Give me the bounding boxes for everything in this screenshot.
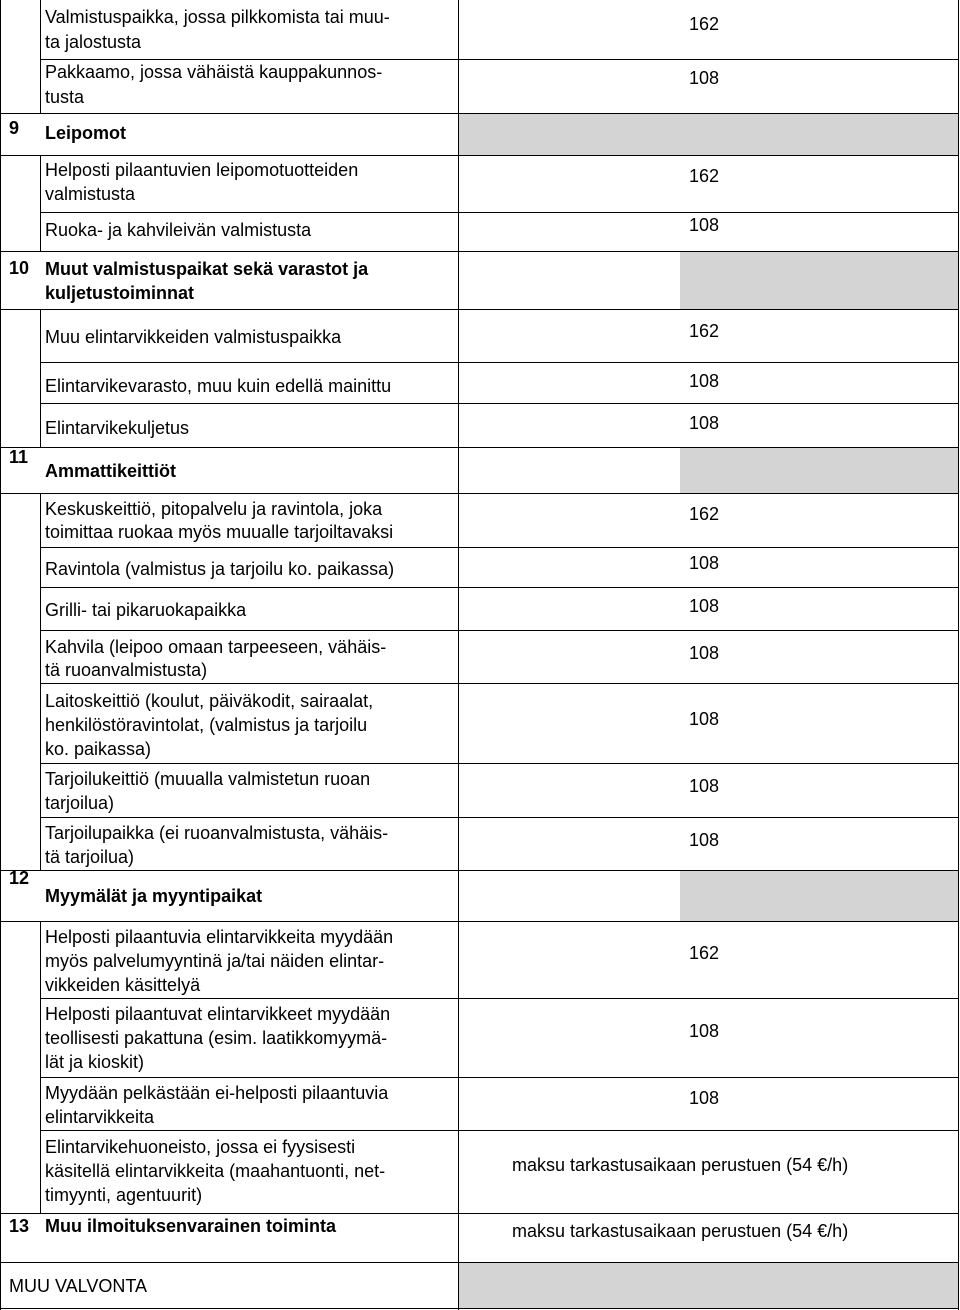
row-divider — [0, 155, 958, 156]
section-number: 11 — [9, 447, 29, 467]
row-fee: 162 — [689, 504, 720, 524]
section-title: Muu ilmoituksenvarainen toiminta — [45, 1216, 337, 1236]
row-divider — [0, 251, 958, 252]
row-fee: maksu tarkastusaikaan perustuen (54 €/h) — [512, 1155, 849, 1175]
row-description-line: Ravintola (valmistus ja tarjoilu ko. paikassa) — [45, 559, 395, 579]
row-fee: 162 — [689, 14, 720, 34]
row-divider — [40, 547, 958, 548]
row-fee: 108 — [689, 830, 720, 850]
row-divider — [40, 683, 958, 684]
row-divider — [40, 763, 958, 764]
row-description-line: Valmistuspaikka, jossa pilkkomista tai muu- — [45, 7, 390, 27]
section-12-fee-cell-shaded — [680, 870, 958, 921]
row-description-line: Helposti pilaantuvat elintarvikkeet myydään — [45, 1004, 391, 1024]
row-description-line: Tarjoilupaikka (ei ruoanvalmistusta, vähäis- — [45, 823, 389, 843]
fee-column-divider — [458, 0, 459, 1310]
row-description-line: toimittaa ruokaa myös muualle tarjoiltavaksi — [45, 522, 394, 542]
row-fee: 162 — [689, 166, 720, 186]
section-fee: maksu tarkastusaikaan perustuen (54 €/h) — [512, 1221, 849, 1241]
row-description-line: Laitoskeittiö (koulut, päiväkodit, sairaalat, — [45, 691, 374, 711]
row-description-line: teollisesti pakattuna (esim. laatikkomyymä- — [45, 1028, 388, 1048]
section-title: Leipomot — [45, 123, 126, 143]
footer-title: MUU VALVONTA — [9, 1276, 148, 1296]
row-divider — [40, 1130, 958, 1131]
row-description-line: tä tarjoilua) — [45, 847, 135, 867]
section-title: Myymälät ja myyntipaikat — [45, 886, 263, 906]
section-number: 12 — [9, 868, 30, 888]
row-fee: 108 — [689, 1021, 720, 1041]
section-number: 13 — [9, 1216, 30, 1236]
section-number: 10 — [9, 258, 30, 278]
row-description-line: ko. paikassa) — [45, 739, 152, 759]
section-9-fee-cell-shaded — [458, 113, 958, 155]
row-divider — [0, 493, 958, 494]
row-divider — [40, 817, 958, 818]
row-description-line: Ruoka- ja kahvileivän valmistusta — [45, 220, 312, 240]
row-description-line: vikkeiden käsittelyä — [45, 975, 201, 995]
row-description-line: Helposti pilaantuvien leipomotuotteiden — [45, 160, 359, 180]
row-description-line: Helposti pilaantuvia elintarvikkeita myydään — [45, 927, 394, 947]
number-column-divider — [40, 309, 41, 447]
row-fee: 162 — [689, 943, 720, 963]
row-fee: 108 — [689, 709, 720, 729]
row-divider — [0, 447, 958, 448]
row-divider — [0, 113, 958, 114]
section-10-fee-cell-shaded — [680, 251, 958, 309]
row-description-line: valmistusta — [45, 184, 136, 204]
number-column-divider — [40, 921, 41, 1213]
table-bottom-border — [0, 1308, 958, 1309]
row-description-line: Elintarvikekuljetus — [45, 418, 190, 438]
row-divider — [40, 998, 958, 999]
row-divider — [0, 309, 958, 310]
row-fee: 108 — [689, 68, 720, 88]
row-description-line: Grilli- tai pikaruokapaikka — [45, 600, 247, 620]
section-title: Ammattikeittiöt — [45, 461, 177, 481]
row-fee: 108 — [689, 1088, 720, 1108]
row-fee: 108 — [689, 413, 720, 433]
number-column-divider — [40, 0, 41, 113]
row-description-line: Keskuskeittiö, pitopalvelu ja ravintola, joka — [45, 499, 383, 519]
row-fee: 108 — [689, 596, 720, 616]
table-right-border — [958, 0, 959, 1310]
row-divider — [40, 362, 958, 363]
row-divider — [0, 1262, 958, 1263]
row-divider — [0, 870, 958, 871]
row-description-line: Kahvila (leipoo omaan tarpeeseen, vähäis- — [45, 637, 387, 657]
row-description-line: lät ja kioskit) — [45, 1052, 145, 1072]
section-title-line: Muut valmistuspaikat sekä varastot ja — [45, 259, 369, 279]
row-description-line: timyynti, agentuurit) — [45, 1185, 203, 1205]
row-fee: 162 — [689, 321, 720, 341]
row-description-line: Muu elintarvikkeiden valmistuspaikka — [45, 327, 342, 347]
number-column-divider — [40, 493, 41, 870]
row-divider — [40, 587, 958, 588]
row-description-line: Tarjoilukeittiö (muualla valmistetun ruoan — [45, 769, 371, 789]
section-title-line: kuljetustoiminnat — [45, 283, 195, 303]
row-divider — [40, 212, 958, 213]
row-description-line: elintarvikkeita — [45, 1107, 155, 1127]
row-description-line: tä ruoanvalmistusta) — [45, 660, 208, 680]
number-column-divider — [40, 155, 41, 251]
section-number: 9 — [9, 118, 20, 138]
row-description-line: tarjoilua) — [45, 793, 115, 813]
row-fee: 108 — [689, 776, 720, 796]
row-fee: 108 — [689, 215, 720, 235]
row-fee: 108 — [689, 643, 720, 663]
row-description-line: ta jalostusta — [45, 32, 142, 52]
table-left-border — [0, 0, 1, 1310]
section-11-fee-cell-shaded — [680, 447, 958, 493]
row-description-line: tusta — [45, 87, 85, 107]
row-description-line: Pakkaamo, jossa vähäistä kauppakunnos- — [45, 62, 383, 82]
row-description-line: henkilöstöravintolat, (valmistus ja tarjoilu — [45, 715, 368, 735]
row-description-line: myös palvelumyyntinä ja/tai näiden elintar- — [45, 951, 385, 971]
row-fee: 108 — [689, 371, 720, 391]
row-divider — [40, 1077, 958, 1078]
row-fee: 108 — [689, 553, 720, 573]
row-divider — [40, 403, 958, 404]
row-description-line: Elintarvikevarasto, muu kuin edellä mainittu — [45, 376, 392, 396]
row-description-line: käsitellä elintarvikkeita (maahantuonti, net- — [45, 1161, 386, 1181]
row-description-line: Elintarvikehuoneisto, jossa ei fyysisesti — [45, 1137, 356, 1157]
row-description-line: Myydään pelkästään ei-helposti pilaantuvia — [45, 1083, 389, 1103]
row-divider — [0, 921, 958, 922]
row-divider — [40, 630, 958, 631]
footer-shaded-cell — [458, 1262, 958, 1308]
